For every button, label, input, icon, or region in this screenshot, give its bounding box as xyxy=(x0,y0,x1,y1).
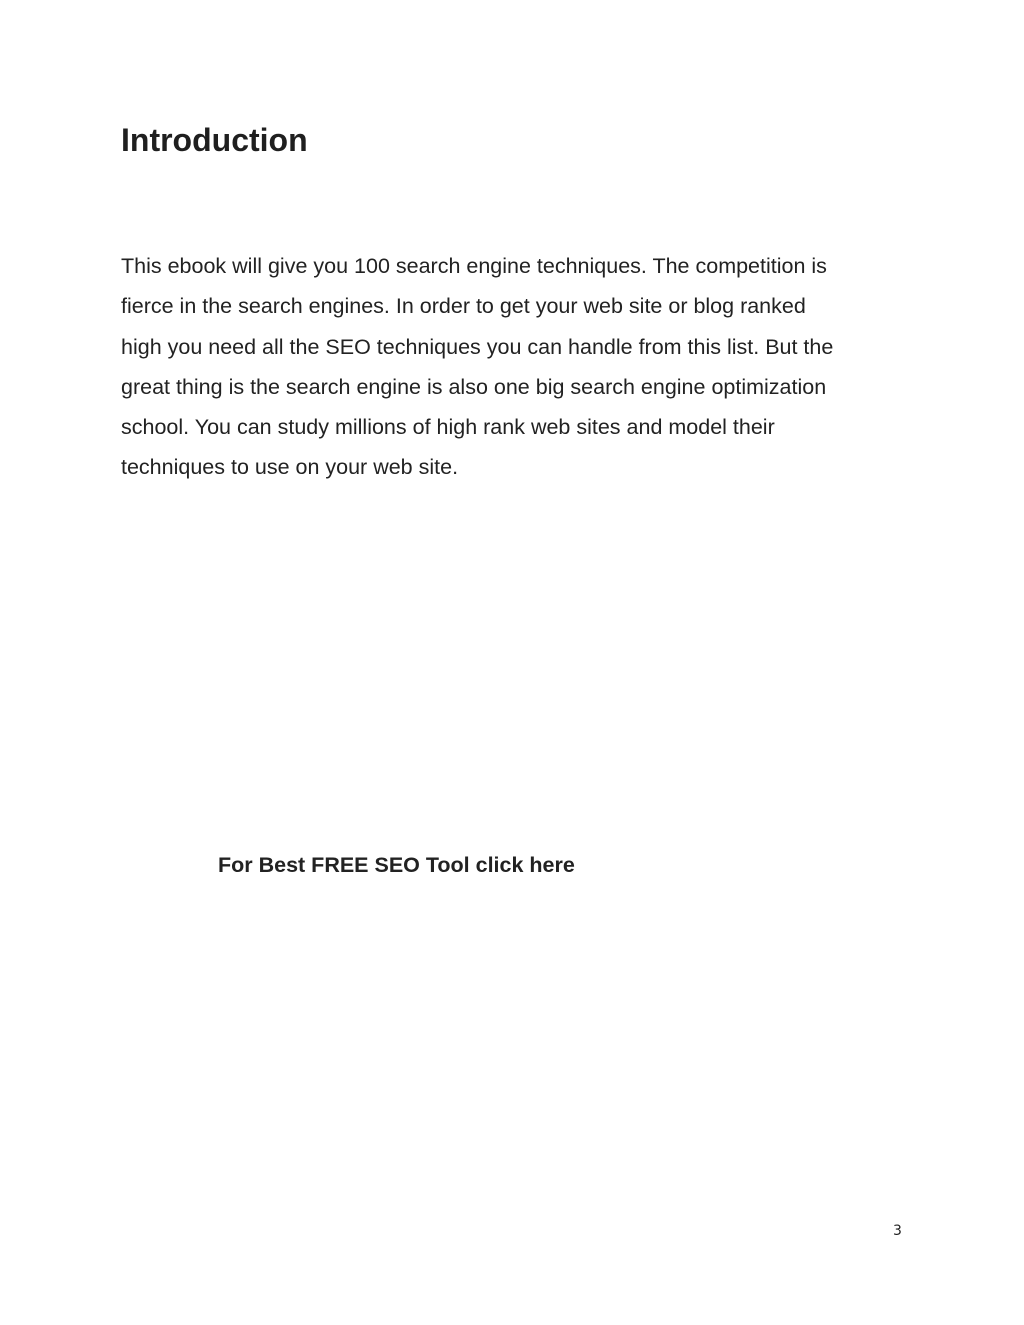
paragraph-line: school. You can study millions of high rank web sites and model their xyxy=(121,415,775,440)
paragraph-line: This ebook will give you 100 search engine techniques. The competition is xyxy=(121,254,827,278)
free-seo-tool-link[interactable]: For Best FREE SEO Tool click here xyxy=(218,853,575,877)
page-number: 3 xyxy=(893,1223,902,1239)
intro-paragraph xyxy=(121,246,911,488)
paragraph-line: high you need all the SEO techniques you can handle from this list. But the xyxy=(121,334,834,359)
paragraph-line: great thing is the search engine is also one big search engine optimization xyxy=(121,374,827,399)
paragraph-line: techniques to use on your web site. xyxy=(121,455,459,480)
page-title: Introduction xyxy=(121,122,308,158)
paragraph-line: fierce in the search engines. In order to get your web site or blog ranked xyxy=(121,294,806,319)
